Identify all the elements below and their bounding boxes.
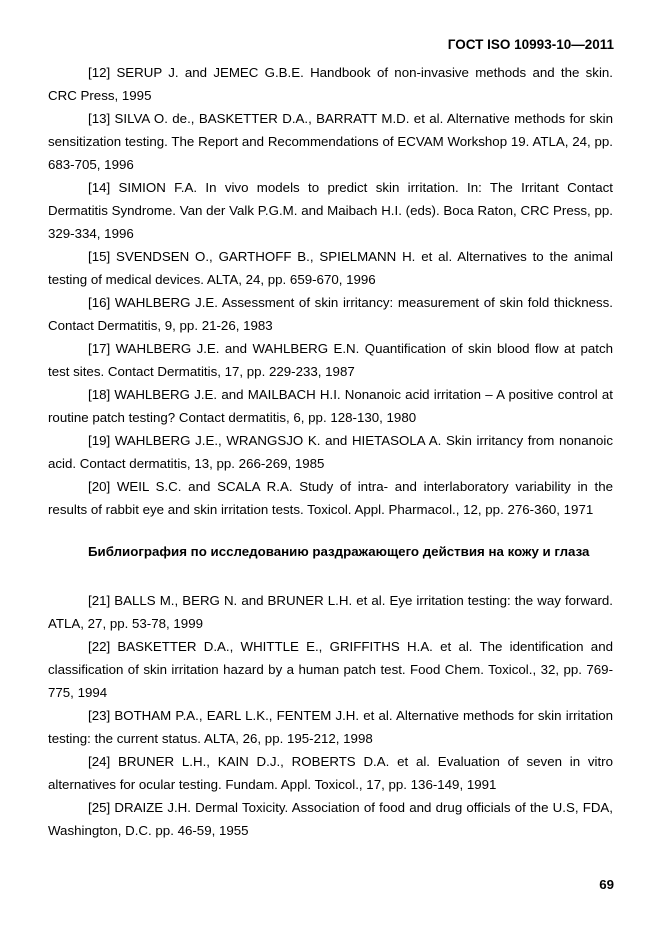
reference-item: [16] WAHLBERG J.E. Assessment of skin irritancy: measurement of skin fold thickness. Contact Dermatitis, 9, pp. 21-26, 1983 bbox=[48, 295, 613, 333]
reference-item: [22] BASKETTER D.A., WHITTLE E., GRIFFITHS H.A. et al. The identification and classification of skin irritation hazard by a human patch test. Food Chem. Toxicol., 32, pp. 769-775, 1994 bbox=[48, 639, 613, 700]
reference-item: [12] SERUP J. and JEMEC G.B.E. Handbook of non-invasive methods and the skin. CRC Press, 1995 bbox=[48, 65, 613, 103]
reference-item: [19] WAHLBERG J.E., WRANGSJO K. and HIETASOLA A. Skin irritancy from nonanoic acid. Contact dermatitis, 13, pp. 266-269, 1985 bbox=[48, 433, 613, 471]
reference-item: [25] DRAIZE J.H. Dermal Toxicity. Association of food and drug officials of the U.S, FDA, Washington, D.C. pp. 46-59, 1955 bbox=[48, 800, 613, 838]
reference-list bbox=[48, 61, 613, 521]
reference-item: [18] WAHLBERG J.E. and MAILBACH H.I. Nonanoic acid irritation – A positive control at routine patch testing? Contact dermatitis, 6, pp. 128-130, 1980 bbox=[48, 387, 613, 425]
reference-item: [24] BRUNER L.H., KAIN D.J., ROBERTS D.A. et al. Evaluation of seven in vitro alternatives for ocular testing. Fundam. Appl. Toxicol., 17, pp. 136-149, 1991 bbox=[48, 754, 613, 792]
reference-item: [14] SIMION F.A. In vivo models to predict skin irritation. In: The Irritant Contact Dermatitis Syndrome. Van der Valk P.G.M. and Maibach H.I. (eds). Boca Raton, CRC Press, pp. 329-334, 1996 bbox=[48, 180, 613, 241]
reference-item: [20] WEIL S.C. and SCALA R.A. Study of intra- and interlaboratory variability in the results of rabbit eye and skin irritation tests. Toxicol. Appl. Pharmacol., 12, pp. 276-360, 1971 bbox=[48, 479, 613, 517]
reference-item: [23] BOTHAM P.A., EARL L.K., FENTEM J.H. et al. Alternative methods for skin irritation testing: the current status. ALTA, 26, pp. 195-212, 1998 bbox=[48, 708, 613, 746]
reference-item: [17] WAHLBERG J.E. and WAHLBERG E.N. Quantification of skin blood flow at patch test sites. Contact Dermatitis, 17, pp. 229-233, 1987 bbox=[48, 341, 613, 379]
reference-item: [13] SILVA O. de., BASKETTER D.A., BARRATT M.D. et al. Alternative methods for skin sensitization testing. The Report and Recommendations of ECVAM Workshop 19. ATLA, 24, pp. 683-705, 1996 bbox=[48, 111, 613, 172]
reference-item: [15] SVENDSEN O., GARTHOFF B., SPIELMANN H. et al. Alternatives to the animal testing of medical devices. ALTA, 24, pp. 659-670, 1996 bbox=[48, 249, 613, 287]
reference-list-2 bbox=[48, 589, 613, 842]
page-number: 69 bbox=[599, 877, 614, 892]
reference-item: [21] BALLS M., BERG N. and BRUNER L.H. et al. Eye irritation testing: the way forward. ATLA, 27, pp. 53-78, 1999 bbox=[48, 593, 613, 631]
document-header: ГОСТ ISO 10993-10—2011 bbox=[447, 37, 614, 52]
section-title: Библиография по исследованию раздражающего действия на кожу и глаза bbox=[88, 544, 590, 559]
